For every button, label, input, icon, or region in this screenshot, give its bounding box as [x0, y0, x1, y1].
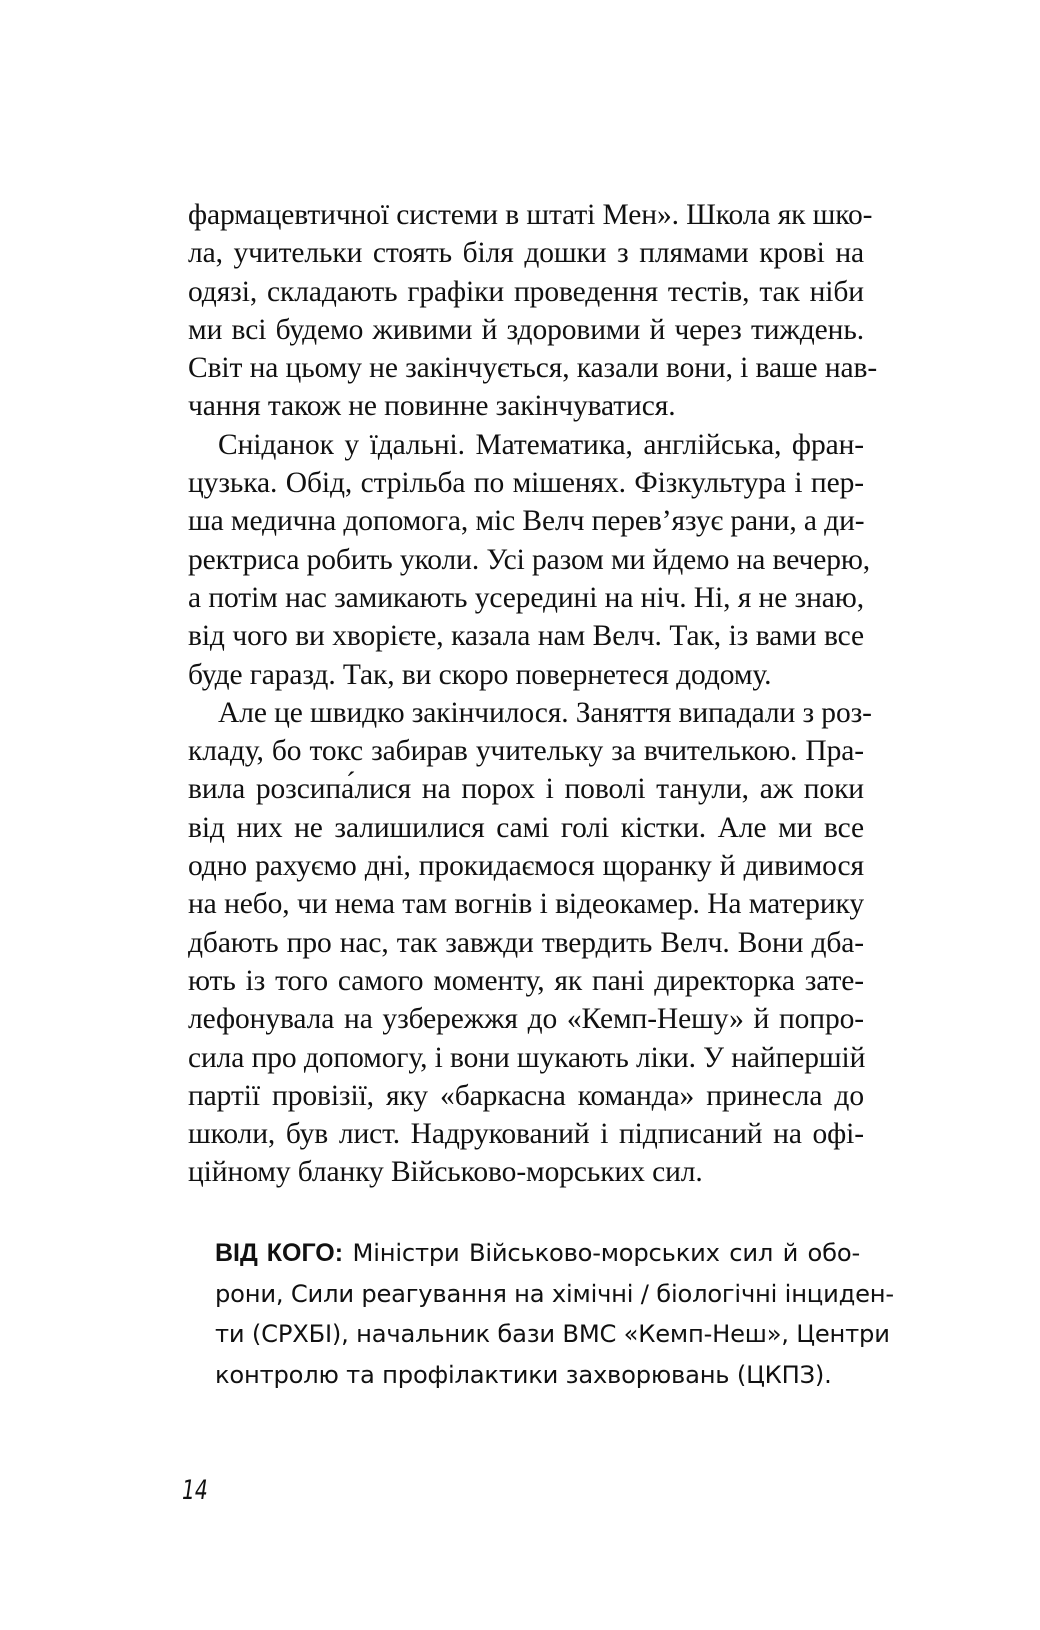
paragraph-2 — [188, 426, 871, 694]
text-line: ректриса робить уколи. Усі разом ми йдемо на вечерю, — [188, 543, 871, 576]
memo-line: контролю та профілактики захворювань (ЦКПЗ). — [215, 1360, 832, 1389]
text-line: вила розсипа́лися на порох і поволі танули, аж поки — [188, 773, 864, 806]
paragraph-3 — [188, 694, 872, 1192]
text-line: одно рахуємо дні, прокидаємося щоранку й дивимося — [188, 850, 864, 883]
text-line: ша медична допомога, міс Велч перев’язує рани, а ди- — [188, 505, 865, 538]
book-page-text — [188, 196, 878, 1192]
text-line: сила про допомогу, і вони шукають ліки. У найпершій — [188, 1041, 866, 1074]
text-line: а потім нас замикають усередині на ніч. Ні, я не знаю, — [188, 581, 864, 614]
text-line: партії провізії, яку «баркасна команда» принесла до — [188, 1079, 864, 1112]
text-line: ла, учительки стоять біля дошки з плямами крові на — [188, 237, 864, 270]
memo-line: ти (СРХБІ), начальник бази ВМС «Кемп-Неш», Центри — [215, 1320, 890, 1349]
text-line: Світ на цьому не закінчується, казали вони, і ваше нав- — [188, 352, 878, 385]
memo-line — [215, 1233, 860, 1274]
text-line: Але це швидко закінчилося. Заняття випадали з роз- — [218, 696, 872, 729]
text-line: ми всі будемо живими й здоровими й через тиждень. — [188, 313, 864, 346]
text-line: лефонувала на узбережжя до «Кемп-Нешу» й попро- — [188, 1003, 864, 1036]
text-line: одязі, складають графіки проведення тестів, так ніби — [188, 275, 864, 308]
text-line: Сніданок у їдальні. Математика, англійська, фран- — [218, 428, 864, 461]
memo-from-text: Міністри Військово-морських сил й обо- — [343, 1239, 860, 1267]
text-line: буде гаразд. Так, ви скоро повернетеся додому. — [188, 658, 772, 691]
text-line: чання також не повинне закінчуватися. — [188, 390, 676, 423]
text-line: фармацевтичної системи в штаті Мен». Школа як шко- — [188, 199, 873, 231]
memo-line: рони, Сили реагування на хімічні / біологічні інциден- — [215, 1279, 894, 1308]
text-line: ють із того самого моменту, як пані директорка зате- — [188, 964, 864, 997]
text-line: від чого ви хворієте, казала нам Велч. Так, із вами все — [188, 620, 864, 653]
paragraph-1 — [188, 196, 878, 426]
text-line: цузька. Обід, стрільба по мішенях. Фізкультура і пер- — [188, 467, 864, 500]
text-line: дбають про нас, так завжди твердить Велч. Вони дба- — [188, 926, 864, 959]
text-line: ційному бланку Військово-морських сил. — [188, 1156, 703, 1189]
text-line: від них не залишилися самі голі кістки. Але ми все — [188, 811, 864, 844]
memo-block — [215, 1233, 894, 1395]
memo-from-label: ВІД КОГО: — [215, 1239, 344, 1267]
text-line: кладу, бо токс забирав учительку за вчителькою. Пра- — [188, 735, 864, 768]
text-line: школи, був лист. Надрукований і підписаний на офі- — [188, 1118, 864, 1151]
text-line: на небо, чи нема там вогнів і відеокамер. На материку — [188, 888, 864, 921]
page-number: 14 — [182, 1475, 208, 1506]
